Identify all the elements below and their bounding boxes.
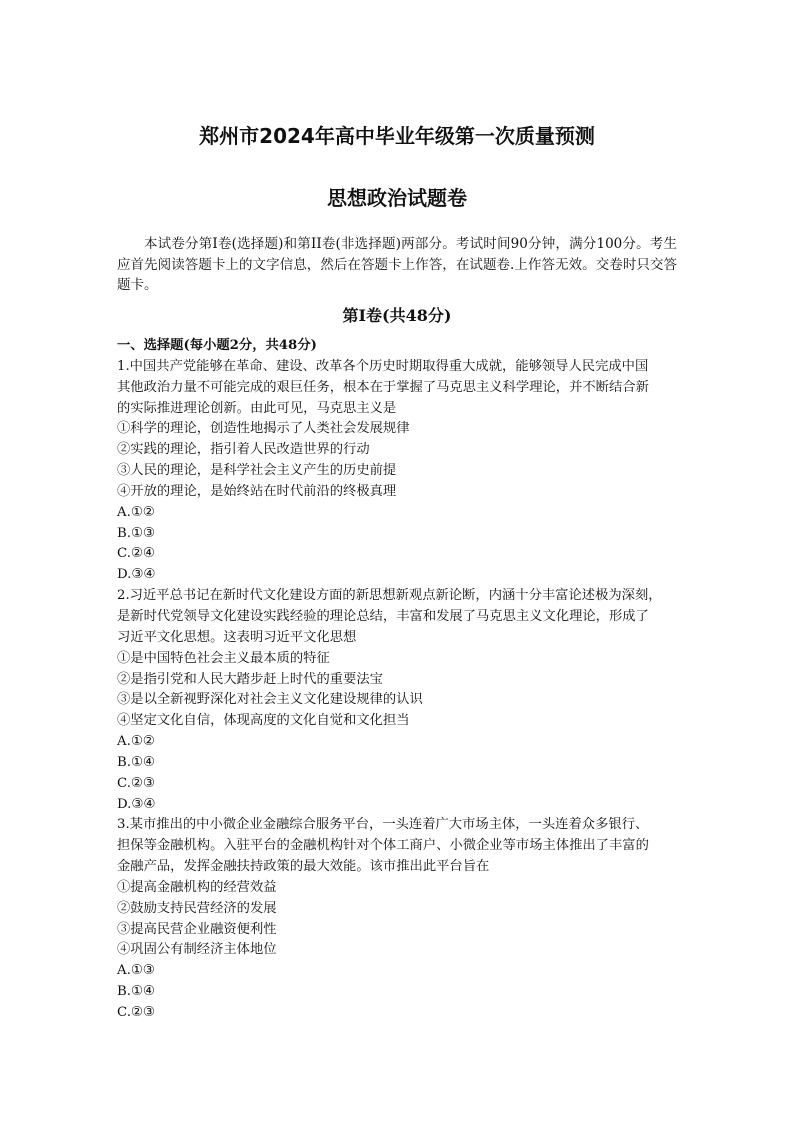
question-stem-line: 3.某市推出的中小微企业金融综合服务平台，一头连着广大市场主体，一头连着众多银行、 (117, 817, 649, 833)
statement-item: ③提高民营企业融资便利性 (117, 921, 277, 937)
exam-title: 郑州市2024年高中毕业年级第一次质量预测 (199, 124, 595, 148)
answer-option: B.①③ (117, 525, 155, 541)
statement-item: ①提高金融机构的经营效益 (117, 879, 277, 895)
statement-item: ②是指引党和人民大踏步赶上时代的重要法宝 (117, 671, 383, 687)
answer-option: D.③④ (117, 567, 156, 583)
question-block (117, 815, 687, 1023)
answer-option: A.①② (117, 504, 155, 520)
statement-item: ②鼓励支持民营经济的发展 (117, 900, 277, 916)
question-stem-line: 的实际推进理论创新。由此可见，马克思主义是 (117, 400, 397, 416)
statement-item: ①科学的理论，创造性地揭示了人类社会发展规律 (117, 421, 410, 437)
answer-option: A.①② (117, 734, 155, 750)
question-block (117, 586, 687, 815)
question-stem-line: 是新时代党领导文化建设实践经验的理论总结，丰富和发展了马克思主义文化理论，形成了 (117, 608, 649, 624)
statement-item: ③是以全新视野深化对社会主义文化建设规律的认识 (117, 692, 423, 708)
statement-item: ④巩固公有制经济主体地位 (117, 942, 277, 958)
section-heading: 一、选择题(每小题2分，共48分) (117, 338, 317, 353)
question-stem-line: 金融产品，发挥金融扶持政策的最大效能。该市推出此平台旨在 (117, 859, 490, 875)
statement-item: ④坚定文化自信，体现高度的文化自觉和文化担当 (117, 713, 410, 729)
answer-option: C.②④ (117, 546, 155, 562)
answer-option: C.②③ (117, 775, 155, 791)
answer-option: D.③④ (117, 796, 156, 812)
exam-subtitle: 思想政治试题卷 (327, 186, 467, 210)
volume-title: 第I卷(共48分) (342, 306, 452, 325)
statement-item: ④开放的理论，是始终站在时代前沿的终极真理 (117, 483, 397, 499)
question-section (117, 336, 687, 1024)
instructions-paragraph: 本试卷分第I卷(选择题)和第II卷(非选择题)两部分。考试时间90分钟，满分100分。考生应首先阅读答题卡上的文字信息，然后在答题卡上作答，在试题卷.上作答无效。交卷时只交答题卡。 (117, 236, 677, 293)
statement-item: ③人民的理论，是科学社会主义产生的历史前提 (117, 463, 397, 479)
statement-item: ②实践的理论，指引着人民改造世界的行动 (117, 442, 370, 458)
answer-option: A.①③ (117, 963, 155, 979)
question-stem-line: 习近平文化思想。这表明习近平文化思想 (117, 629, 357, 645)
answer-option: B.①④ (117, 754, 155, 770)
question-block (117, 357, 687, 586)
answer-option: B.①④ (117, 984, 155, 1000)
question-stem-line: 2.习近平总书记在新时代文化建设方面的新思想新观点新论断，内涵十分丰富论述极为深刻， (117, 588, 662, 604)
answer-option: C.②③ (117, 1005, 155, 1020)
question-stem-line: 其他政治力量不可能完成的艰巨任务，根本在于掌握了马克思主义科学理论，并不断结合新 (117, 379, 649, 395)
question-stem-line: 担保等金融机构。入驻平台的金融机构针对个体工商户、小微企业等市场主体推出了丰富的 (117, 838, 649, 854)
question-stem-line: 1.中国共产党能够在革命、建设、改革各个历史时期取得重大成就，能够领导人民完成中国 (117, 358, 649, 374)
statement-item: ①是中国特色社会主义最本质的特征 (117, 650, 330, 666)
